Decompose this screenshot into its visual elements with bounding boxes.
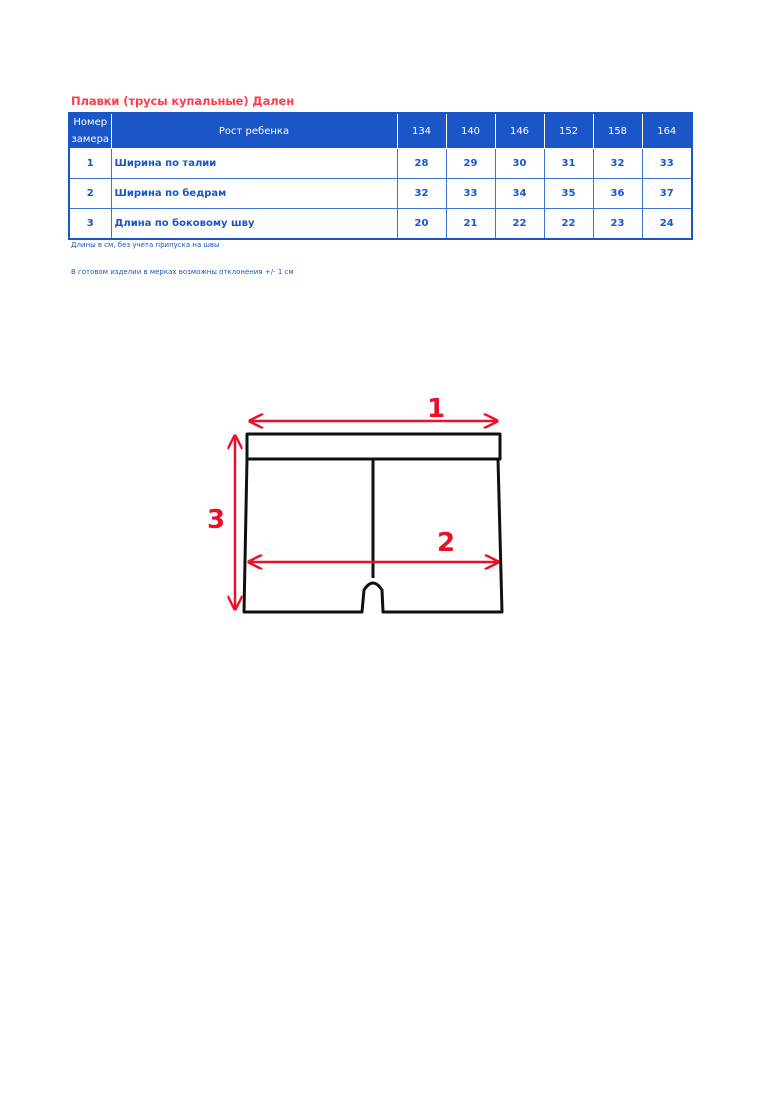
row-label: Длина по боковому шву [111,209,397,239]
label-1: 1 [427,394,446,424]
label-3: 3 [207,505,226,535]
page-title: Плавки (трусы купальные) Дален [71,94,295,108]
row-label: Ширина по талии [111,149,397,179]
table-cell: 21 [446,209,495,239]
header-size: 152 [544,113,593,149]
header-size: 140 [446,113,495,149]
table-cell: 22 [495,209,544,239]
header-size: 146 [495,113,544,149]
note-units: Длины в см, без учета припуска на швы [71,241,220,249]
table-cell: 33 [446,179,495,209]
table-cell: 28 [397,149,446,179]
row-number: 1 [69,149,111,179]
table-cell: 29 [446,149,495,179]
row-number: 3 [69,209,111,239]
table-cell: 36 [593,179,642,209]
table-cell: 30 [495,149,544,179]
row-number: 2 [69,179,111,209]
table-cell: 35 [544,179,593,209]
note-tolerance: В готовом изделии в мерках возможны отклонения +/- 1 см [71,268,294,276]
header-height: Рост ребенка [111,113,397,149]
row-label: Ширина по бедрам [111,179,397,209]
table-cell: 23 [593,209,642,239]
header-size: 134 [397,113,446,149]
header-size: 158 [593,113,642,149]
table-cell: 31 [544,149,593,179]
table-cell: 24 [642,209,692,239]
header-size: 164 [642,113,692,149]
label-2: 2 [437,528,456,558]
shorts-outline [244,434,502,612]
table-cell: 20 [397,209,446,239]
table-cell: 32 [593,149,642,179]
table-cell: 37 [642,179,692,209]
table-cell: 32 [397,179,446,209]
table-cell: 34 [495,179,544,209]
waistband-shape [247,434,500,459]
table-cell: 22 [544,209,593,239]
table-cell: 33 [642,149,692,179]
header-number: Номер замера [69,113,111,149]
